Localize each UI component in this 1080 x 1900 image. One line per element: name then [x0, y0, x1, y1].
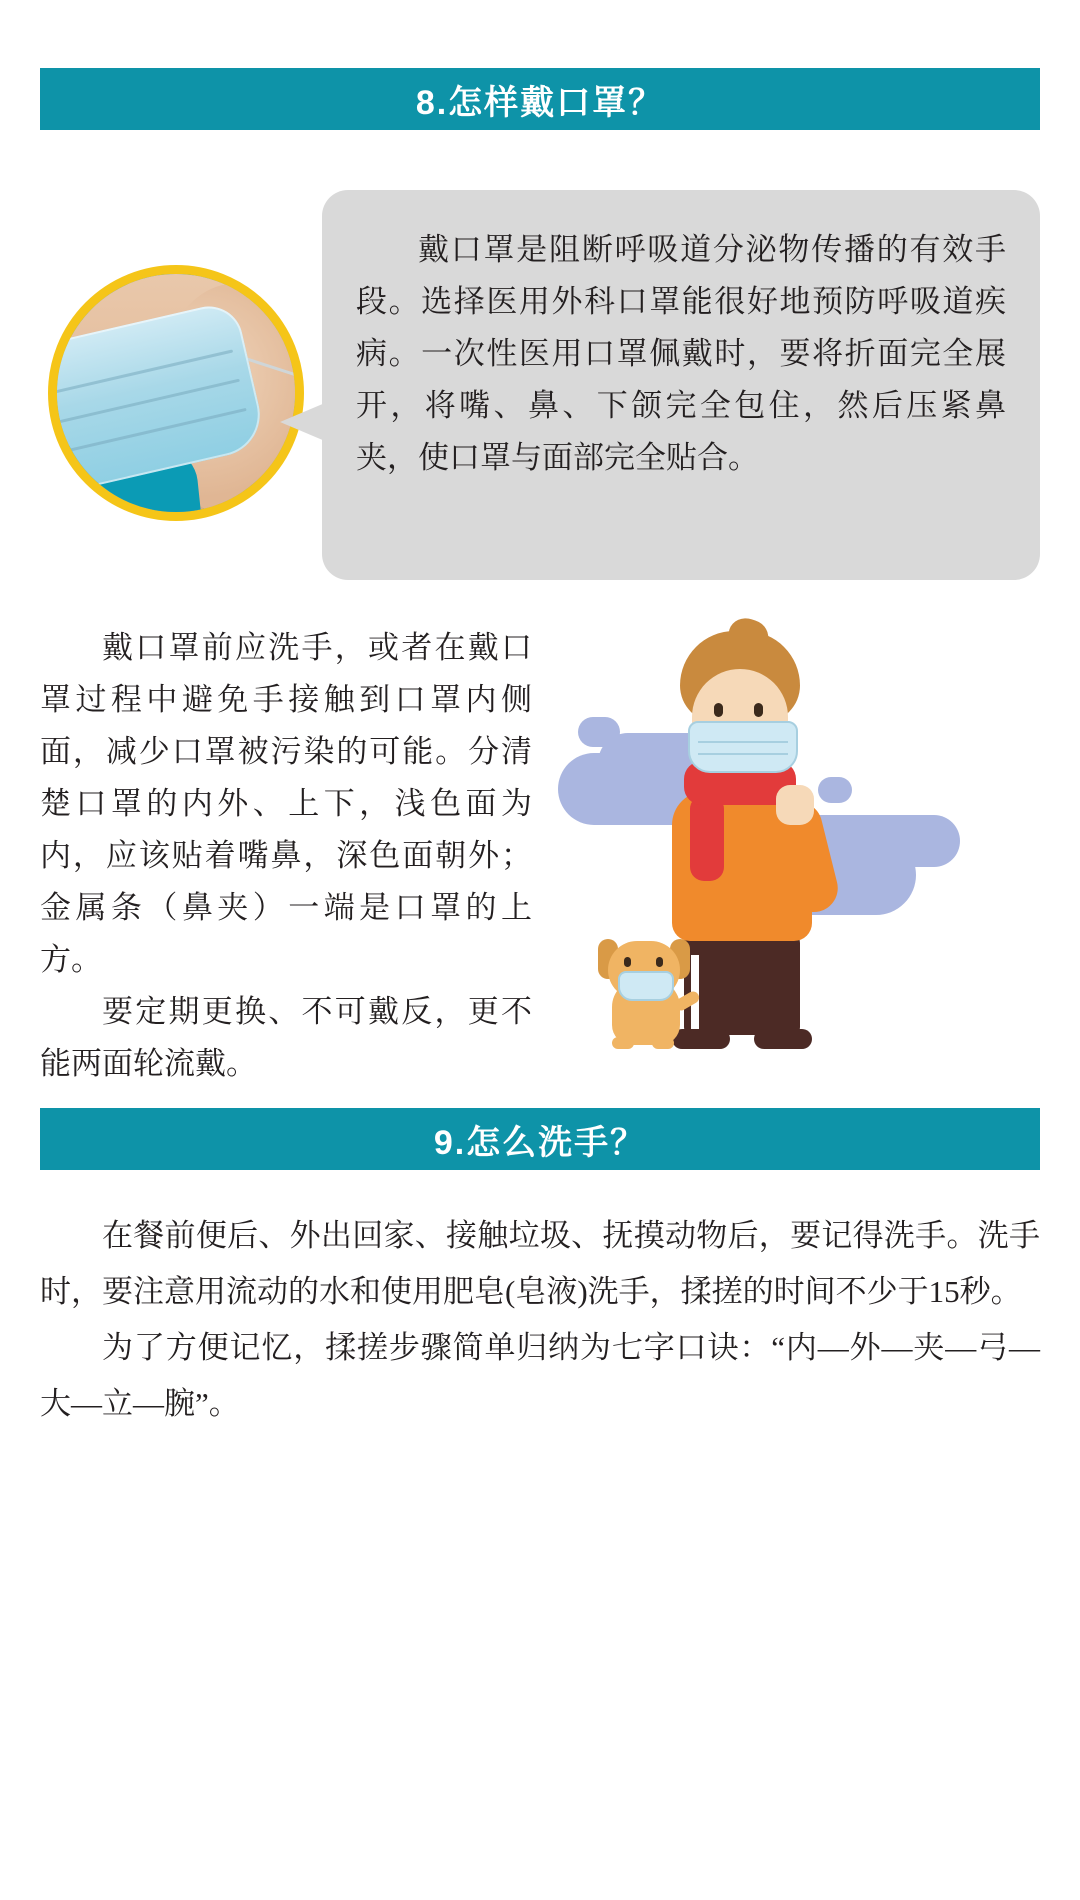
- photo-background: [57, 274, 295, 512]
- paragraph: 戴口罩前应洗手，或者在戴口罩过程中避免手接触到口罩内侧面，减少口罩被污染的可能。分清楚口罩的内外、上下，浅色面为内，应该贴着嘴鼻，深色面朝外；金属条（鼻夹）一端是口罩的上方。: [40, 630, 532, 977]
- speech-bubble: [322, 190, 1040, 580]
- eye-icon: [624, 957, 631, 967]
- section-heading-text: 8.怎样戴口罩？: [415, 83, 665, 122]
- dog-paw: [652, 1037, 674, 1049]
- paragraph: 要定期更换、不可戴反，更不能两面轮流戴。: [40, 994, 532, 1081]
- section-8-body: [40, 622, 532, 1090]
- paragraph: 为了方便记忆，揉搓步骤简单归纳为七字口诀：“内—外—夹—弓—大—立—腕”。: [40, 1330, 1040, 1421]
- person-face-mask: [688, 721, 798, 773]
- paragraph: 在餐前便后、外出回家、接触垃圾、抚摸动物后，要记得洗手。洗手时，要注意用流动的水和使用肥皂(皂液)洗手，揉搓的时间不少于15秒。: [40, 1218, 1040, 1309]
- dog-paw: [612, 1037, 634, 1049]
- section-header-9: [40, 1108, 1040, 1170]
- cloud-icon: [578, 717, 620, 747]
- section-heading-text: 9.怎么洗手？: [433, 1123, 647, 1162]
- mask-pleat: [698, 753, 787, 755]
- dog-figure: [586, 925, 706, 1055]
- dog-face-mask: [618, 971, 674, 1001]
- person-shoe: [754, 1029, 812, 1049]
- eye-icon: [714, 703, 723, 717]
- person-wearing-mask-with-dog: [540, 625, 940, 1060]
- mask-pleat: [698, 741, 787, 743]
- person-hand: [776, 785, 814, 825]
- scarf-tail: [690, 795, 724, 881]
- section-9-body: [40, 1208, 1040, 1432]
- eye-icon: [754, 703, 763, 717]
- section-header-8: [40, 68, 1040, 130]
- eye-icon: [656, 957, 663, 967]
- bubble-paragraph: 戴口罩是阻断呼吸道分泌物传播的有效手段。选择医用外科口罩能很好地预防呼吸道疾病。一次性医用口罩佩戴时，要将折面完全展开，将嘴、鼻、下颌完全包住，然后压紧鼻夹，使口罩与面部完全贴合。: [356, 232, 1006, 475]
- surgical-mask-photo: [48, 265, 304, 521]
